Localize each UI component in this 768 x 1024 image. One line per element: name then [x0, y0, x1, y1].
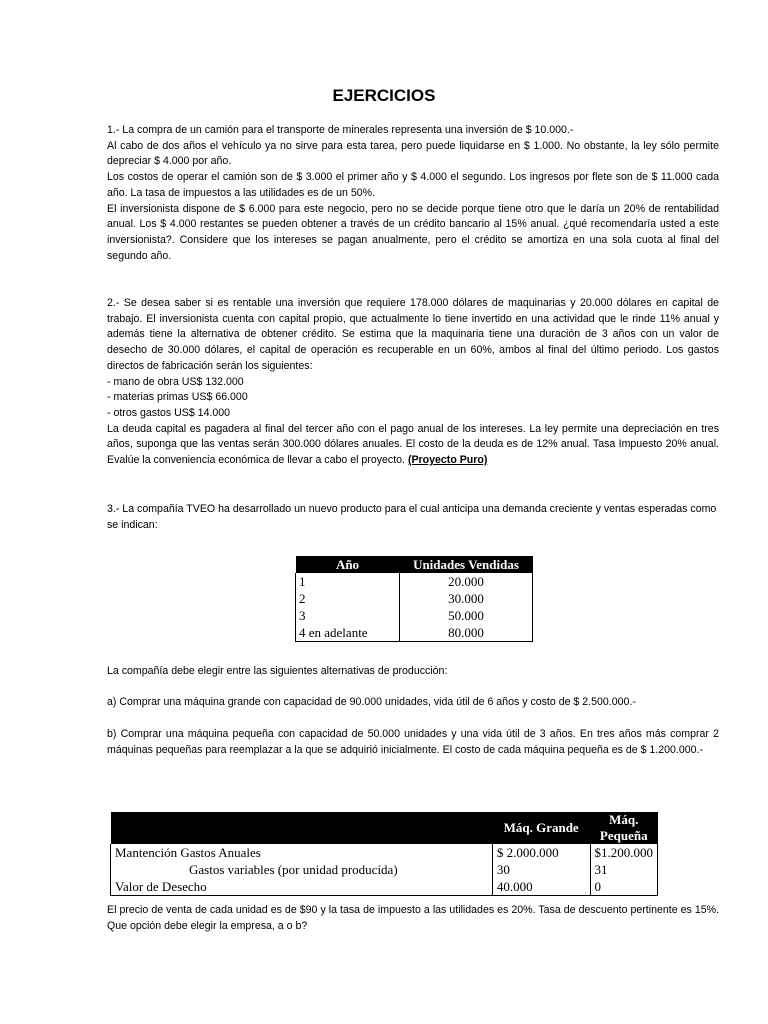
year-cell: 3	[296, 607, 400, 624]
row-label: Gastos variables (por unidad producida)	[111, 861, 493, 878]
alternative-a: a) Comprar una máquina grande con capacidad de 90.000 unidades, vida útil de 6 años y costo de $ 2.500.000.-	[107, 696, 636, 708]
row-label: Mantención Gastos Anuales	[111, 844, 493, 861]
sales-table-header	[296, 556, 533, 573]
table-row	[296, 573, 533, 590]
table-row	[111, 844, 658, 861]
units-cell: 80.000	[400, 624, 533, 642]
units-cell: 30.000	[400, 590, 533, 607]
small-machine-value: 0	[590, 878, 658, 896]
exercise-2-item-3: - otros gastos US$ 14.000	[107, 406, 231, 419]
large-machine-value: $ 2.000.000	[492, 844, 590, 861]
header-blank	[111, 812, 493, 844]
small-machine-value: $1.200.000	[590, 844, 658, 861]
small-machine-header: Máq. Pequeña	[590, 812, 658, 844]
year-header: Año	[296, 556, 400, 573]
table-row	[111, 878, 658, 896]
small-machine-value: 31	[590, 861, 658, 878]
exercise-2-item-2: - materias primas US$ 66.000	[107, 391, 248, 404]
alternatives-intro: La compañía debe elegir entre las siguientes alternativas de producción:	[107, 665, 448, 677]
exercise-1-line-4: El inversionista dispone de $ 6.000 para este negocio, pero no se decide porque tiene otro que le daría un 20% de rentabilidad anual. Los $ 4.000 restantes se pueden obtener a través de un crédito bancario al 15% anual. ¿qué recomendaría usted a este inversionista?. Considere que los intereses se pagan anualmente, pero el crédito se amortiza en una sola cuota al final del segundo año.	[107, 202, 719, 262]
units-sold-header: Unidades Vendidas	[400, 556, 533, 573]
large-machine-value: 30	[492, 861, 590, 878]
large-machine-value: 40.000	[492, 878, 590, 896]
units-cell: 20.000	[400, 573, 533, 590]
sales-table	[295, 556, 533, 642]
exercise-1-line-2: Al cabo de dos años el vehículo ya no sirve para esta tarea, pero puede liquidarse en $ 1.000. No obstante, la ley sólo permite depreciar $ 4.000 por año.	[107, 139, 719, 168]
alternative-b: b) Comprar una máquina pequeña con capacidad de 50.000 unidades y una vida útil de 3 años. En tres años más comprar 2 máquinas pequeñas para reemplazar a la que se adquirió inicialmente. El costo de cada máquina pequeña es de $ 1.200.000.-	[107, 728, 719, 756]
proyecto-puro-label: (Proyecto Puro)	[407, 454, 488, 467]
year-cell: 2	[296, 590, 400, 607]
exercise-2	[107, 296, 719, 469]
machine-table-header	[111, 812, 658, 844]
final-question: El precio de venta de cada unidad es de $90 y la tasa de impuesto a las utilidades es 20%. Tasa de descuento pertinente es 15%. Que opción debe elegir la empresa, a o b?	[107, 904, 719, 932]
page-title: EJERCICIOS	[332, 86, 436, 105]
row-label: Valor de Desecho	[111, 878, 493, 896]
table-row	[296, 590, 533, 607]
exercise-2-paragraph-1: 2.- Se desea saber si es rentable una inversión que requiere 178.000 dólares de maquinarias y 20.000 dólares en capital de trabajo. El inversionista cuenta con capital propio, que actualmente lo tiene invertido en una actividad que le rinde 11% anual y además tiene la alternativa de obtener crédito. Se estima que la maquinaria tiene una duración de 3 años con un valor de desecho de 30.000 dólares, el capital de operación es recuperable en un 60%, ambos al final del último periodo. Los gastos directos de fabricación serán los siguientes:	[107, 297, 719, 372]
units-cell: 50.000	[400, 607, 533, 624]
exercise-1-line-3: Los costos de operar el camión son de $ 3.000 el primer año y $ 4.000 el segundo. Los ingresos por flete son de $ 11.000 cada año. La tasa de impuestos a las utilidades es de un 50%.	[107, 171, 719, 199]
large-machine-header: Máq. Grande	[492, 812, 590, 844]
exercise-2-paragraph-2-text: La deuda capital es pagadera al final del tercer año con el pago anual de los intereses. La ley permite una depreciación en tres años, suponga que las ventas serán 300.000 dólares anuales. El costo de la deuda es de 12% anual. Tasa Impuesto 20% anual. Evalúe la conveniencia económica de llevar a cabo el proyecto.	[107, 422, 719, 467]
exercise-3-intro: 3.- La compañía TVEO ha desarrollado un nuevo producto para el cual anticipa una demanda creciente y ventas esperadas como se indican:	[107, 503, 717, 531]
exercise-1	[107, 123, 719, 264]
exercise-1-line-1: 1.- La compra de un camión para el transporte de minerales representa una inversión de $ 10.000.-	[107, 124, 574, 136]
table-row	[296, 607, 533, 624]
exercise-2-item-1: - mano de obra US$ 132.000	[107, 375, 244, 388]
machine-costs-table	[110, 812, 658, 896]
year-cell: 4 en adelante	[296, 624, 400, 642]
exercise-2-paragraph-2	[107, 422, 719, 469]
table-row	[296, 624, 533, 642]
table-row	[111, 861, 658, 878]
year-cell: 1	[296, 573, 400, 590]
